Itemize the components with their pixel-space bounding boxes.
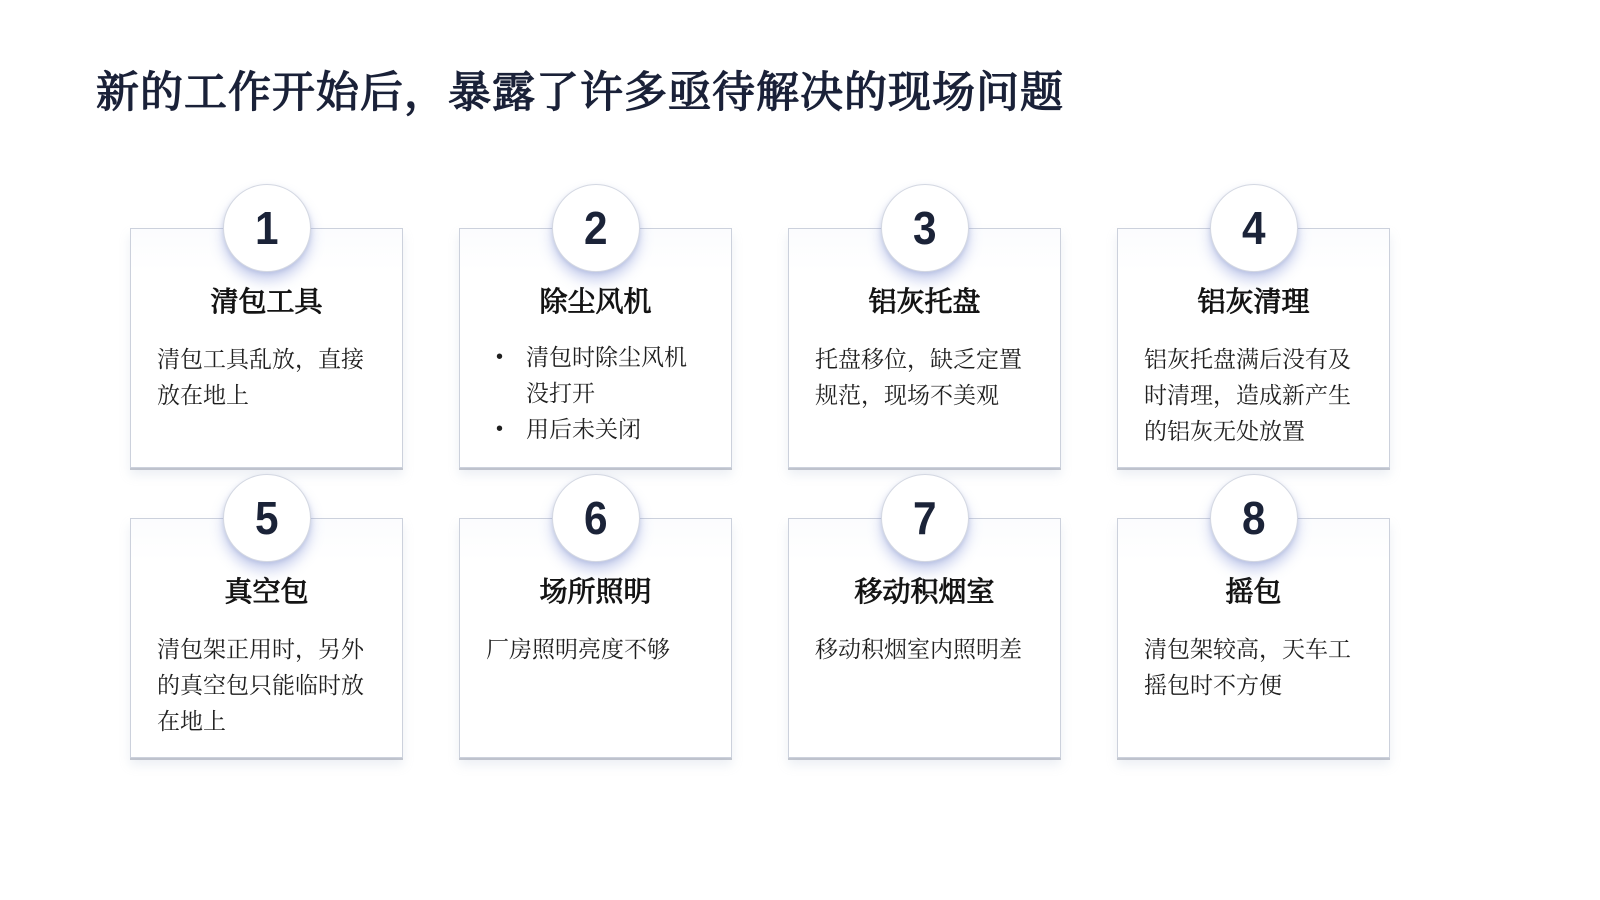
number-badge-2 <box>552 184 640 272</box>
card-bullet-list <box>460 339 731 447</box>
number-badge-4 <box>1210 184 1298 272</box>
bullet-item <box>496 339 703 411</box>
problem-card-2 <box>459 202 732 468</box>
card-title: 清包工具 <box>210 286 323 317</box>
card-body: 清包工具乱放，直接放在地上 <box>157 346 364 408</box>
problem-card-8 <box>1117 492 1390 758</box>
problem-card-3 <box>788 202 1061 468</box>
card-number: 4 <box>1241 202 1266 254</box>
number-badge-7 <box>881 474 969 562</box>
card-body: 移动积烟室内照明差 <box>815 636 1022 662</box>
card-body: 厂房照明亮度不够 <box>486 636 670 662</box>
card-number: 3 <box>912 202 937 254</box>
bullet-icon: • <box>496 418 504 440</box>
bullet-item <box>496 411 703 447</box>
number-badge-1 <box>223 184 311 272</box>
card-number: 7 <box>912 492 937 544</box>
card-number: 2 <box>583 202 608 254</box>
card-number: 5 <box>254 492 279 544</box>
problem-cards-grid <box>130 202 1390 758</box>
card-number: 1 <box>254 202 279 254</box>
card-title: 场所照明 <box>539 576 652 607</box>
bullet-text: 用后未关闭 <box>526 416 641 442</box>
problem-card-7 <box>788 492 1061 758</box>
card-body: 清包架较高，天车工摇包时不方便 <box>1144 636 1351 698</box>
problem-card-6 <box>459 492 732 758</box>
card-number: 6 <box>583 492 608 544</box>
number-badge-6 <box>552 474 640 562</box>
number-badge-5 <box>223 474 311 562</box>
card-title: 铝灰清理 <box>1197 286 1310 317</box>
number-badge-3 <box>881 184 969 272</box>
problem-card-5 <box>130 492 403 758</box>
page-title: 新的工作开始后，暴露了许多亟待解决的现场问题 <box>96 69 1064 117</box>
number-badge-8 <box>1210 474 1298 562</box>
card-title: 移动积烟室 <box>854 576 995 607</box>
card-title: 真空包 <box>224 576 309 607</box>
card-body: 铝灰托盘满后没有及时清理，造成新产生的铝灰无处放置 <box>1144 346 1351 444</box>
card-body: 托盘移位，缺乏定置规范，现场不美观 <box>815 346 1022 408</box>
problem-card-1 <box>130 202 403 468</box>
card-title: 铝灰托盘 <box>868 286 981 317</box>
card-title: 除尘风机 <box>539 286 652 317</box>
bullet-text: 清包时除尘风机没打开 <box>526 344 687 406</box>
card-body: 清包架正用时，另外的真空包只能临时放在地上 <box>157 636 364 734</box>
problem-card-4 <box>1117 202 1390 468</box>
bullet-icon: • <box>496 346 504 368</box>
card-title: 摇包 <box>1225 576 1282 607</box>
card-number: 8 <box>1241 492 1266 544</box>
